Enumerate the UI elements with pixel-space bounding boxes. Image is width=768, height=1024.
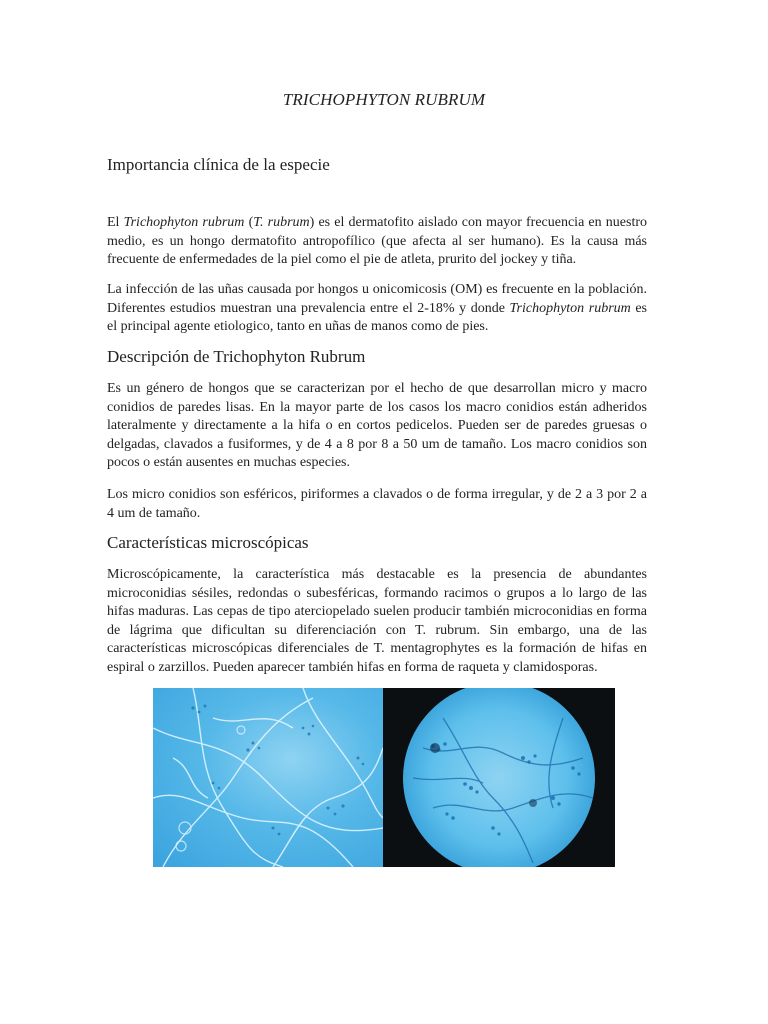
hyphae-drawing	[153, 688, 383, 867]
text-run: La infección de las uñas causada por hongos u onicomicosis (OM) es frecuente en la población. Diferentes estudios muestran una prevalencia entre el 2-18% y donde	[107, 282, 647, 316]
text-run: El	[107, 215, 124, 230]
paragraph-descripcion-2: Los micro conidios son esféricos, piriformes a clavados o de forma irregular, y de 2 a 3 por 2 a 4 um de tamaño.	[107, 487, 647, 521]
text-run: ) es el dermatofito aislado con mayor frecuencia en nuestro medio, es un hongo dermatofito antropofílico (que afecta al ser humano). Es la causa más frecuente de enfermedades de la piel como el pie de atleta, prurito del jockey y tiña.	[107, 215, 647, 268]
species-name-italic: Trichophyton rubrum	[123, 215, 245, 230]
paragraph-descripcion-1: Es un género de hongos que se caracterizan por el hecho de que desarrollan micro y macro conidios de paredes lisas. En la mayor parte de los casos los macro conidios están adheridos lateralmente y directamente a la hifa o en cortos pedicelos. Pueden ser de paredes gruesas o delgadas, clavados a fusiformes, y de 4 a 8 por 8 a 50 um de tamaño. Los macro conidios son pocos o están ausentes en muchas especies.	[107, 381, 647, 471]
circular-field-drawing	[383, 688, 615, 867]
paragraph-microscopicas-1: Microscópicamente, la característica más destacable es la presencia de abundantes microconidias sésiles, redondas o subesféricas, formando racimos o grupos a lo largo de las hifas maduras. Las cepas de tipo aterciopelado suelen producir también microconidias en forma de lágrima que dificultan su diferenciación con T. rubrum. Sin embargo, una de las características microscópicas diferenciales de T. mentagrophytes es la formación de hifas en espiral o zarzillos. Pueden aparecer también hifas en forma de raqueta y clamidosporas.	[107, 567, 647, 675]
micrograph-hyphae-image	[153, 688, 383, 867]
micrograph-figure	[153, 688, 615, 867]
section-heading-microscopicas: Características microscópicas	[107, 533, 309, 552]
paragraph-importancia-1	[107, 214, 647, 270]
text-run: (	[244, 215, 254, 230]
species-abbrev-italic: T. rubrum	[253, 215, 310, 230]
section-heading-importancia: Importancia clínica de la especie	[107, 155, 330, 174]
section-heading-descripcion: Descripción de Trichophyton Rubrum	[107, 347, 366, 366]
species-name-italic: Trichophyton rubrum	[509, 300, 631, 316]
paragraph-importancia-2	[107, 281, 647, 337]
micrograph-circular-field-image	[383, 688, 615, 867]
document-title: TRICHOPHYTON RUBRUM	[282, 90, 486, 109]
text-run: es el principal agente etiologico, tanto en uñas de manos como de pies.	[107, 300, 647, 335]
